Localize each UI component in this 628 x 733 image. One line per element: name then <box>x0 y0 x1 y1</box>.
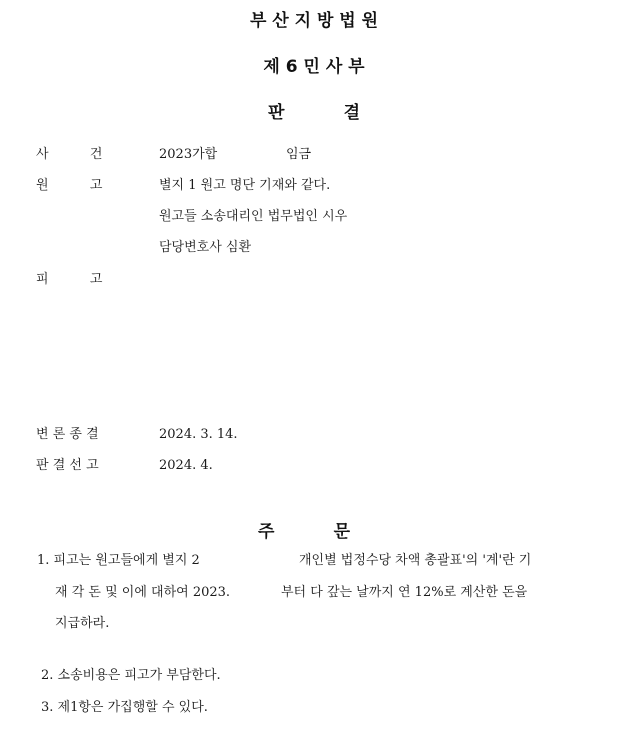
case-number: 2023가합 <box>159 147 218 162</box>
case-label: 사 건 <box>36 147 103 162</box>
plaintiff-line-3: 담당변호사 심환 <box>159 240 252 255</box>
order-item-1-e: 지급하라. <box>55 616 110 631</box>
order-item-1-b: 개인별 법정수당 차액 총괄표'의 '계'란 기 <box>299 553 532 568</box>
judgment-date: 2024. 4. <box>159 458 213 473</box>
defendant-label: 피 고 <box>36 272 103 287</box>
order-item-1-d: 부터 다 갚는 날까지 연 12%로 계산한 돈을 <box>281 585 528 600</box>
plaintiff-label: 원 고 <box>36 178 103 193</box>
document-type: 판 결 <box>267 103 361 123</box>
division-name: 제 6 민 사 부 <box>263 57 365 77</box>
order-item-3: 3. 제1항은 가집행할 수 있다. <box>41 700 208 715</box>
order-item-1-c: 재 각 돈 및 이에 대하여 2023. <box>55 585 231 600</box>
order-item-2: 2. 소송비용은 피고가 부담한다. <box>41 668 221 683</box>
case-name: 임금 <box>286 147 312 162</box>
plaintiff-line-1: 별지 1 원고 명단 기재와 같다. <box>159 178 331 193</box>
order-title: 주 문 <box>257 522 351 542</box>
closing-label: 변 론 종 결 <box>36 427 99 442</box>
plaintiff-line-2: 원고들 소송대리인 법무법인 시우 <box>159 209 348 224</box>
order-item-1-a: 1. 피고는 원고들에게 별지 2 <box>37 553 200 568</box>
court-name: 부 산 지 방 법 원 <box>249 11 379 31</box>
judgment-label: 판 결 선 고 <box>36 458 99 473</box>
closing-date: 2024. 3. 14. <box>159 427 238 442</box>
